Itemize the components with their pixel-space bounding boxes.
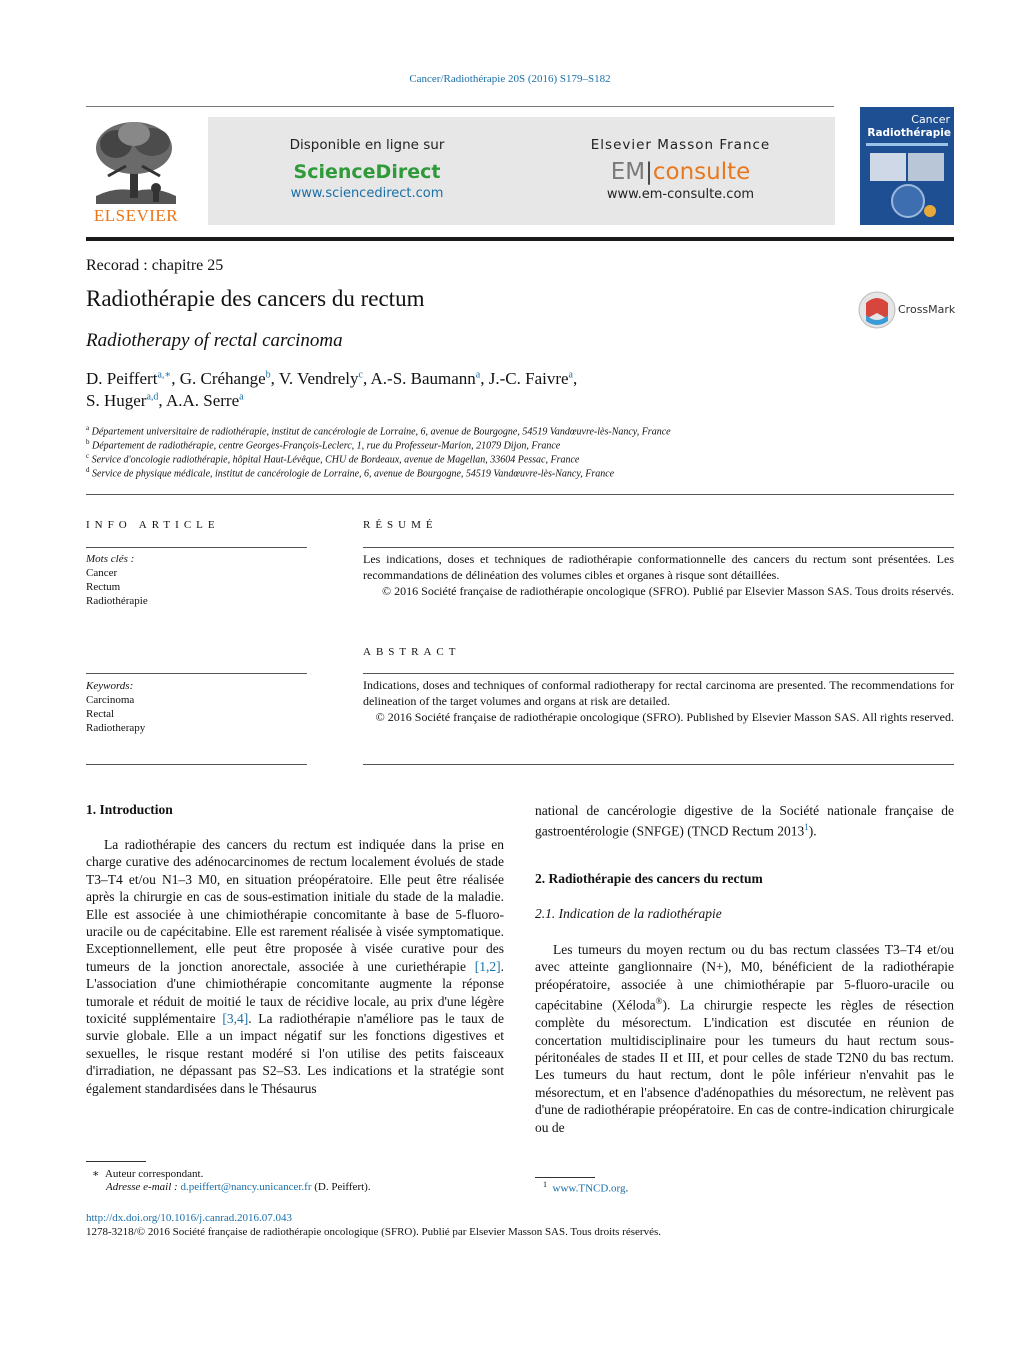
fr-keywords-block bbox=[86, 552, 148, 608]
author-name[interactable]: A.-S. Baumann bbox=[370, 369, 476, 388]
resume-heading: RÉSUMÉ bbox=[363, 519, 438, 531]
cover-title-line2: Radiothérapie bbox=[867, 127, 951, 139]
author-line-1 bbox=[86, 369, 577, 389]
abstract-copyright: © 2016 Société française de radiothérapie oncologique (SFRO). Published by Elsevier Masson SAS. All rights reserved. bbox=[375, 710, 954, 724]
email-note bbox=[106, 1181, 371, 1193]
abstract-rule bbox=[363, 673, 954, 674]
author-name[interactable]: J.-C. Faivre bbox=[488, 369, 569, 388]
cover-stripe bbox=[866, 143, 948, 146]
author-name[interactable]: G. Créhange bbox=[179, 369, 266, 388]
affiliation-text: Service de physique médicale, institut de cancérologie de Lorraine, 6, avenue de Bourgogne, 54519 Vandœuvre-lès-Nancy, France bbox=[92, 468, 615, 480]
indication-text-part: ). La chirurgie respecte les règles de résection complète du mésorectum. L'indication est discutée en réunion de concertation multidisciplinaire pour les tumeurs du haut rectum sous-péritonéales de stades II et III, et pour celles de stade T2N0 du bas rectum. Les tumeurs du haut rectum, dont le pôle inférieur n'envahit pas le mésorectum, et en l'absence d'adénopathies du mésorectum, ne relèvent pas d'une de radiothérapie préopératoire. En cas de contre-indication chirurgicale ou de bbox=[535, 997, 954, 1135]
publisher-banner bbox=[208, 117, 835, 225]
abstract-text: Indications, doses and techniques of conformal radiotherapy for rectal carcinoma are presented. The recommendations for delineation of the target volumes and organs at risk are detailed. bbox=[363, 678, 954, 708]
author-name[interactable]: V. Vendrely bbox=[278, 369, 359, 388]
sd-available-label: Disponible en ligne sur bbox=[289, 137, 445, 153]
abstract-end-rule bbox=[363, 764, 954, 765]
cover-graphic-icon bbox=[870, 153, 944, 219]
consulte-wordmark-part: consulte bbox=[652, 159, 751, 185]
author-separator: , bbox=[171, 369, 180, 388]
article-title: Radiothérapie des cancers du rectum bbox=[86, 286, 425, 311]
section-2-1-heading: 2.1. Indication de la radiothérapie bbox=[535, 906, 722, 921]
affiliation-key: c bbox=[86, 452, 90, 460]
author-affil-sup[interactable]: a,d bbox=[146, 391, 159, 403]
keyword-item: Carcinoma bbox=[86, 694, 135, 706]
author-affil-sup[interactable]: c bbox=[358, 369, 363, 381]
emconsulte-block bbox=[526, 117, 835, 225]
resume-copyright: © 2016 Société française de radiothérapie oncologique (SFRO). Publié par Elsevier Masson SAS. Tous droits réservés. bbox=[382, 584, 954, 598]
doi-link[interactable]: http://dx.doi.org/10.1016/j.canrad.2016.07.043 bbox=[86, 1212, 293, 1224]
info-rule-1 bbox=[86, 547, 307, 548]
tncd-link[interactable]: www.TNCD.org bbox=[552, 1182, 626, 1195]
email-label: Adresse e-mail : bbox=[106, 1181, 178, 1193]
author-affil-sup[interactable]: a,∗ bbox=[157, 369, 172, 381]
info-article-heading: INFO ARTICLE bbox=[86, 519, 220, 531]
footnote-1 bbox=[543, 1180, 628, 1195]
emconsulte-wordmark: EM|consulte bbox=[610, 159, 751, 185]
en-keywords-label: Keywords: bbox=[86, 680, 134, 692]
chapter-label: Recorad : chapitre 25 bbox=[86, 257, 224, 274]
author-name[interactable]: S. Huger bbox=[86, 391, 147, 410]
elsevier-wordmark: ELSEVIER bbox=[93, 206, 179, 225]
info-rule-2 bbox=[86, 673, 307, 674]
header-thick-rule bbox=[86, 237, 954, 241]
resume-text: Les indications, doses et techniques de radiothérapie conformationnelle des cancers du rectum sont présentées. Les recommandations de délinéation des volumes cibles et organes à risque sont détaillées. bbox=[363, 552, 954, 582]
journal-reference[interactable]: Cancer/Radiothérapie 20S (2016) S179–S182 bbox=[409, 73, 611, 85]
affiliation-key: b bbox=[86, 438, 90, 446]
keyword-item: Radiothérapie bbox=[86, 595, 148, 607]
em-publisher-label: Elsevier Masson France bbox=[590, 137, 771, 153]
fr-keywords-label: Mots clés : bbox=[86, 553, 135, 565]
corr-label: Auteur correspondant. bbox=[104, 1168, 204, 1180]
intro-text-part: La radiothérapie des cancers du rectum est indiquée dans la prise en charge curative des adénocarcinomes de rectum localement évolués de stade T3–T4 et/ou N1–3 M0, en situation préopératoire. Elle peut être réalisée après la chirurgie en cas de sous-estimation initiale du stade de la maladie. Elle est associée à une chimiothérapie concomitante à base de 5-fluoro-uracile ou de capécitabine. Elle est rarement réalisée à visée symptomatique. Exceptionnellement, elle peut être proposée à visée curative pour des tumeurs de la jonction anorectale, associée à une curiethérapie bbox=[86, 837, 504, 974]
emconsulte-url-link[interactable]: www.em-consulte.com bbox=[606, 187, 755, 202]
affiliation-d bbox=[86, 466, 614, 479]
crossmark-icon bbox=[858, 291, 896, 329]
intro-paragraph bbox=[86, 836, 504, 1097]
author-affil-sup[interactable]: a bbox=[568, 369, 573, 381]
registered-mark: ® bbox=[655, 996, 663, 1007]
author-affil-sup[interactable]: b bbox=[265, 369, 271, 381]
continuation-end: ). bbox=[808, 823, 817, 839]
affiliation-key: d bbox=[86, 466, 90, 474]
footnote-rule-right bbox=[535, 1177, 595, 1178]
section-1-text bbox=[86, 836, 504, 1097]
author-separator: , bbox=[480, 369, 489, 388]
en-keywords-block bbox=[86, 679, 145, 735]
author-name[interactable]: D. Peiffert bbox=[86, 369, 158, 388]
sciencedirect-url-link[interactable]: www.sciencedirect.com bbox=[290, 186, 444, 201]
author-name[interactable]: A.A. Serre bbox=[165, 391, 240, 410]
elsevier-logo bbox=[86, 116, 186, 226]
keyword-item: Rectal bbox=[86, 708, 115, 720]
reference-link-1-2[interactable]: [1,2] bbox=[474, 958, 501, 974]
affiliation-text: Département de radiothérapie, centre Georges-François-Leclerc, 1, rue du Professeur-Marion, 21079 Dijon, France bbox=[92, 440, 561, 452]
header-rule bbox=[86, 106, 834, 107]
abstract-heading: ABSTRACT bbox=[363, 646, 461, 658]
affiliation-c bbox=[86, 452, 579, 465]
section-1-heading: 1. Introduction bbox=[86, 802, 173, 817]
footnote-mark: ∗ bbox=[92, 1168, 100, 1180]
affiliation-a bbox=[86, 424, 671, 437]
affiliations-rule bbox=[86, 494, 954, 495]
email-link[interactable]: d.peiffert@nancy.unicancer.fr bbox=[180, 1181, 312, 1193]
intro-text-part: . La radiothérapie n'améliore pas le taux de survie globale. Elle a un impact négatif sur les fonctions digestives et sexuelles, le risque restant modéré si l'on utilise des petits faisceaux d'irradiation, ne dépassant pas S2–S3. Les indications et la stratégie sont également standardisées dans le Thésaurus bbox=[86, 1011, 504, 1096]
keyword-item: Cancer bbox=[86, 567, 118, 579]
keyword-item: Rectum bbox=[86, 581, 121, 593]
crossmark-label: CrossMark bbox=[898, 303, 956, 316]
issn-copyright-line: 1278-3218/© 2016 Société française de radiothérapie oncologique (SFRO). Publié par Elsevier Masson SAS. Tous droits réservés. bbox=[86, 1226, 661, 1238]
author-affil-sup[interactable]: a bbox=[475, 369, 481, 381]
keyword-item: Radiotherapy bbox=[86, 722, 146, 734]
affiliation-key: a bbox=[86, 424, 90, 432]
article-subtitle: Radiotherapy of rectal carcinoma bbox=[86, 330, 343, 351]
author-separator: , bbox=[362, 369, 371, 388]
indication-text-part: Les tumeurs du moyen rectum ou du bas rectum classées T3–T4 et/ou avec atteinte ganglionnaire (N+), M0, bénéficient de la radiothérapie préopératoire, associée à une chimiothérapie par 5-fluoro-uracile ou capécitabine (Xéloda bbox=[535, 942, 954, 1013]
section-2-1-text bbox=[535, 941, 954, 1136]
affiliation-b bbox=[86, 438, 560, 451]
affiliation-text: Département universitaire de radiothérapie, institut de cancérologie de Lorraine, 6, avenue de Bourgogne, 54519 Vandœuvre-lès-Nancy, France bbox=[91, 426, 671, 438]
intro-text-part: . L'association d'une chimiothérapie concomitante augmente la réponse tumorale et réduit de moitié le taux de récidive locale, au prix d'une légère toxicité supplémentaire bbox=[86, 958, 504, 1027]
footnote-rule-left bbox=[86, 1161, 146, 1162]
reference-link-3-4[interactable]: [3,4] bbox=[222, 1011, 249, 1027]
footnote-end: . bbox=[625, 1182, 629, 1195]
info-rule-3 bbox=[86, 764, 307, 765]
continuation-text: national de cancérologie digestive de la Société nationale française de gastroentérologie (SNFGE) (TNCD Rectum 2013 bbox=[535, 803, 954, 839]
crossmark-badge[interactable] bbox=[858, 291, 958, 331]
footnote-ref-link[interactable]: 1 bbox=[804, 822, 809, 833]
footnote-number: 1 bbox=[543, 1180, 547, 1189]
journal-cover[interactable] bbox=[860, 107, 954, 225]
affiliation-text: Service d'oncologie radiothérapie, hôpital Haut-Lévêque, CHU de Bordeaux, avenue de Magellan, 33604 Pessac, France bbox=[91, 454, 580, 466]
author-line-2 bbox=[86, 391, 244, 411]
em-wordmark-part: EM bbox=[610, 159, 646, 185]
cover-title-line1: Cancer bbox=[911, 113, 950, 126]
resume-rule bbox=[363, 547, 954, 548]
author-separator: , bbox=[158, 391, 166, 410]
author-separator: , bbox=[573, 369, 578, 388]
sciencedirect-block bbox=[208, 117, 526, 225]
corresponding-author-note bbox=[92, 1167, 203, 1180]
sciencedirect-wordmark: ScienceDirect bbox=[293, 161, 441, 183]
author-separator: , bbox=[270, 369, 279, 388]
indication-paragraph bbox=[535, 941, 954, 1136]
column-2-continuation bbox=[535, 802, 954, 840]
author-affil-sup[interactable]: a bbox=[239, 391, 244, 403]
section-2-heading: 2. Radiothérapie des cancers du rectum bbox=[535, 871, 763, 886]
email-owner: (D. Peiffert). bbox=[314, 1181, 371, 1193]
